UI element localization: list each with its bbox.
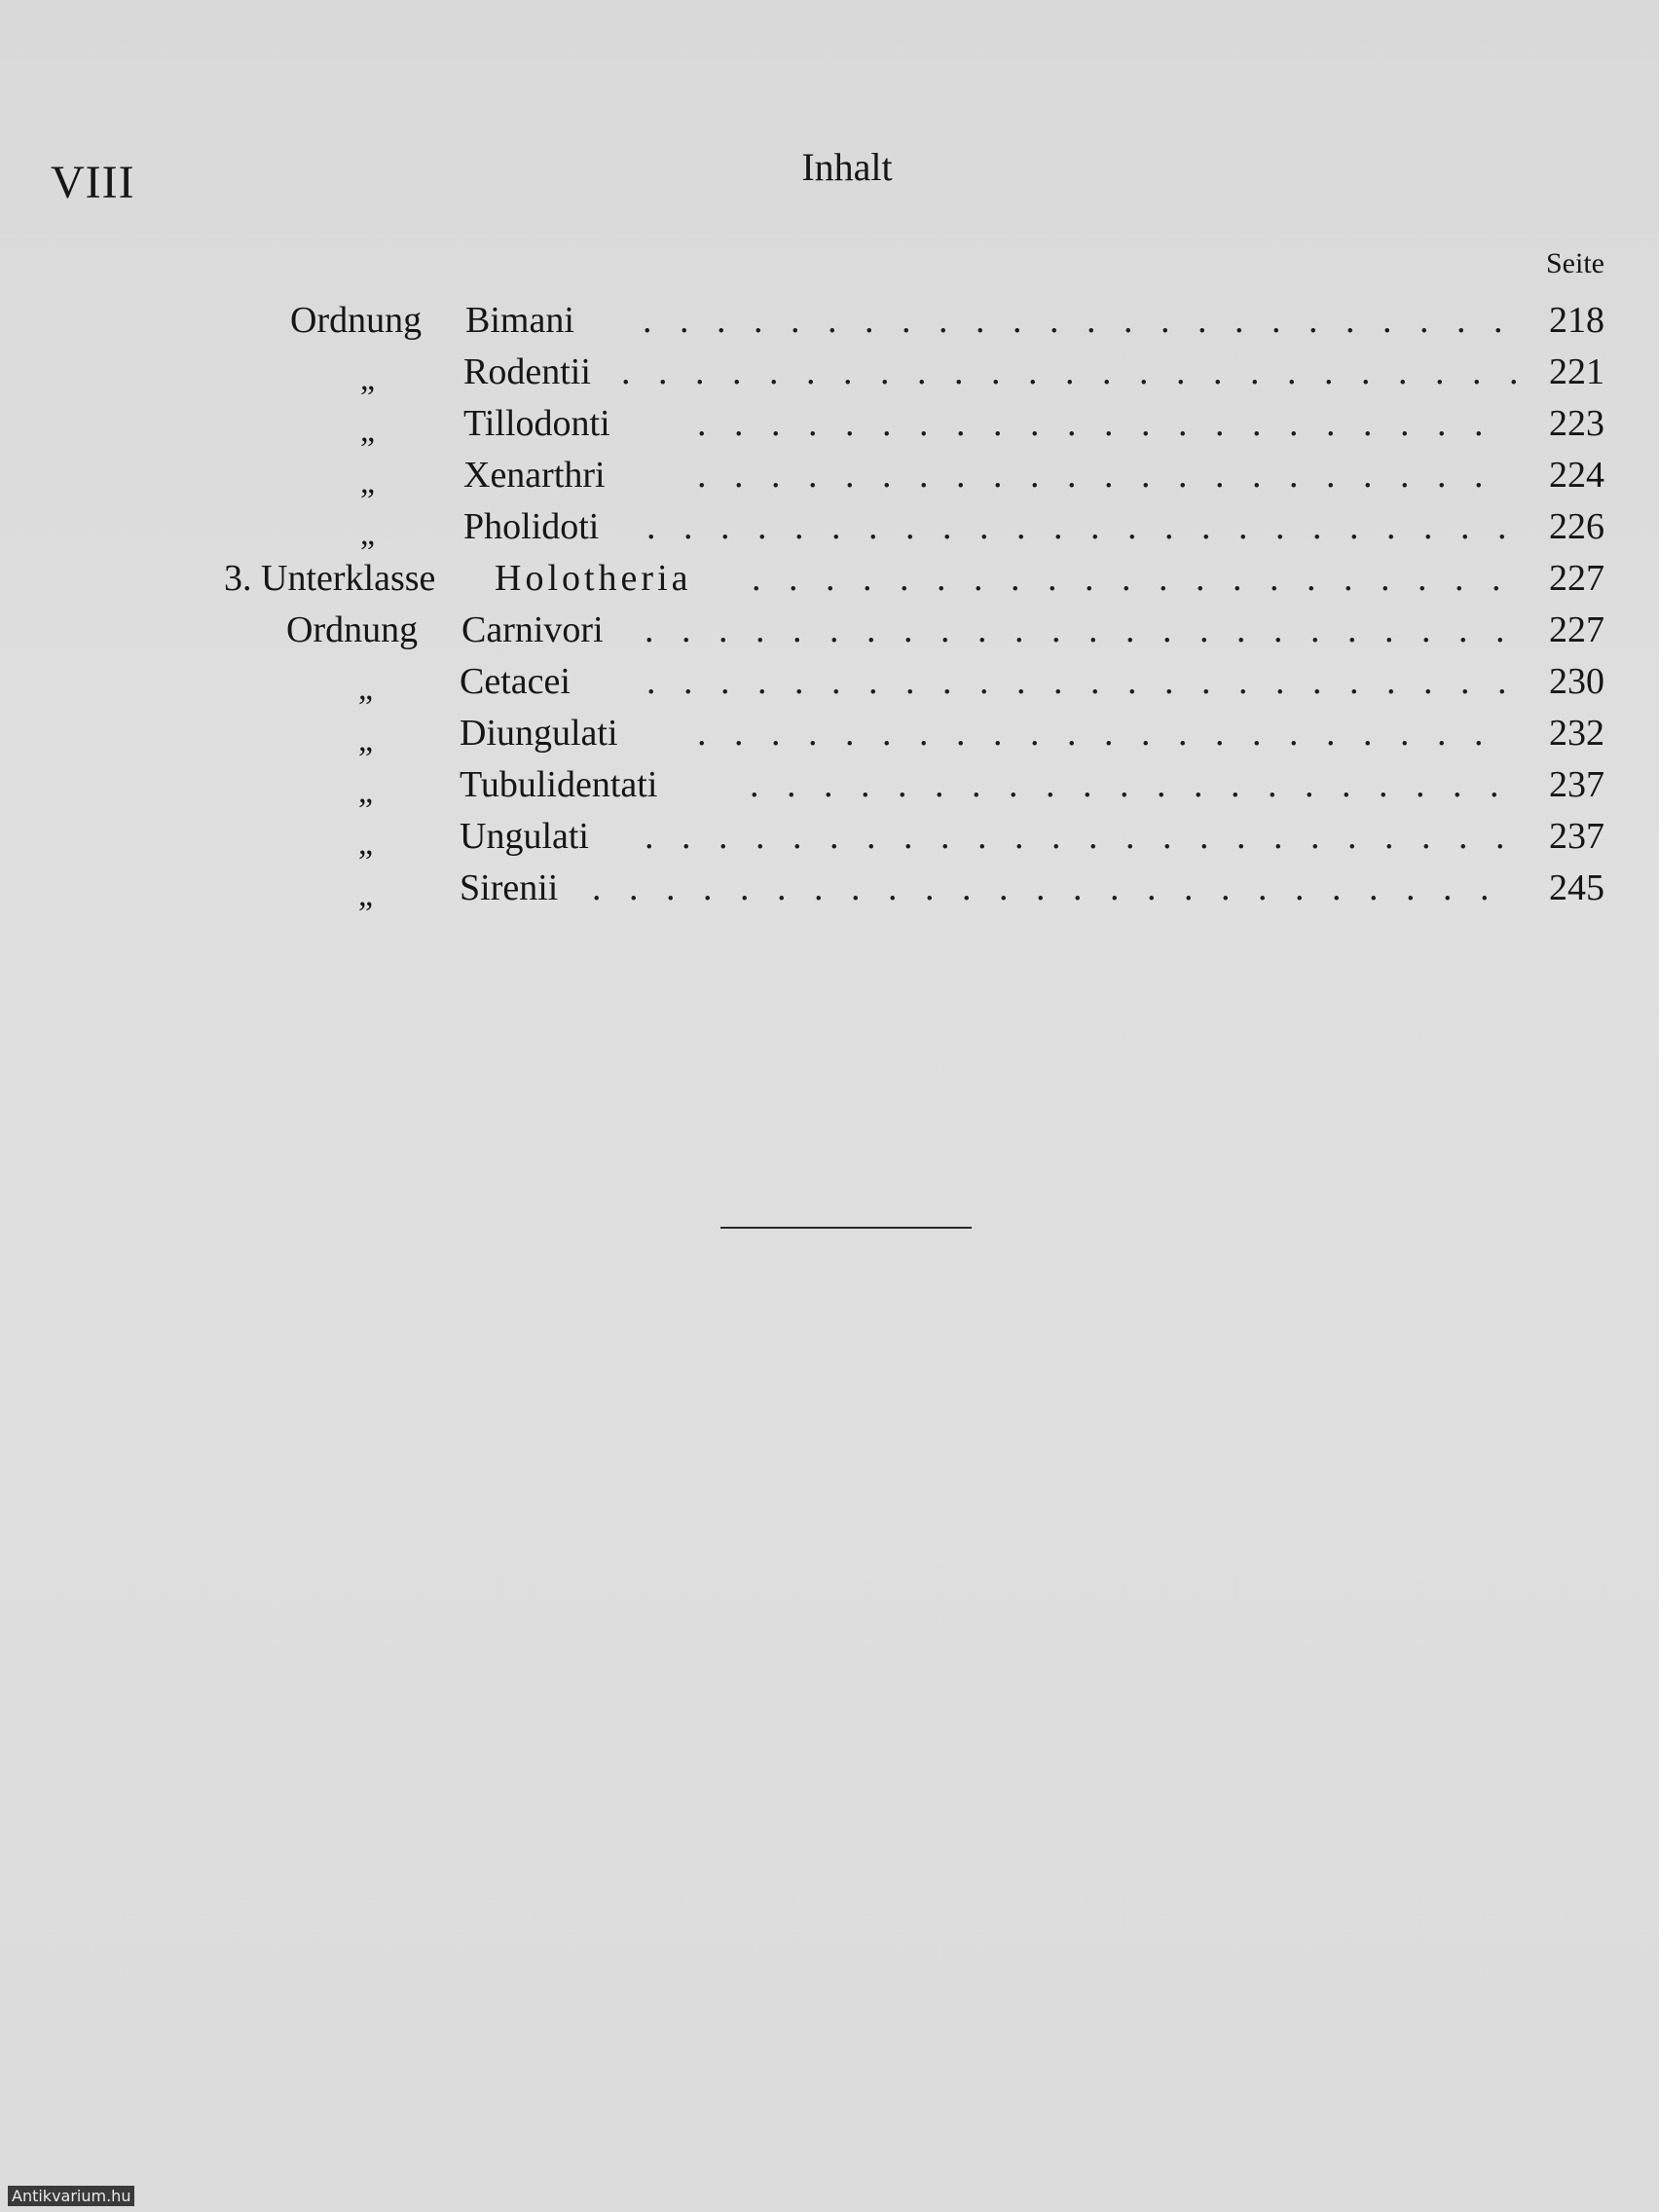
toc-entry [0,346,1659,398]
toc-entry [0,397,1659,450]
toc-entry [0,500,1659,553]
ditto-mark: „ [358,826,374,862]
entry-name: Xenarthri [463,455,606,496]
entry-name: Sirenii [460,867,559,908]
entry-name: Holotheria [495,558,692,599]
toc-entry [0,862,1659,914]
toc-entry [0,758,1659,811]
leader-dots: . . . . . . . . . . . . . . . . . . . . . [752,558,1501,599]
leader-dots: . . . . . . . . . . . . . . . . . . . . . . . . [646,506,1507,547]
entry-prefix: Ordnung [290,300,423,341]
entry-page: 237 [1549,764,1604,805]
leader-dots: . . . . . . . . . . . . . . . . . . . . . . . . [646,661,1507,702]
entry-name: Tillodonti [463,403,610,444]
page-column-label: Seite [1546,247,1604,279]
toc-entry [0,294,1659,347]
leader-dots: . . . . . . . . . . . . . . . . . . . . . . . . [645,816,1505,857]
toc-entry [0,810,1659,863]
entry-name: Pholidoti [463,506,600,547]
toc-entry [0,707,1659,759]
entry-page: 232 [1549,713,1604,754]
entry-page: 223 [1549,403,1604,444]
leader-dots: . . . . . . . . . . . . . . . . . . . . . . [697,455,1484,496]
entry-name: Rodentii [463,351,591,392]
entry-prefix: 3. Unterklasse [224,558,436,599]
entry-name: Cetacei [460,661,571,702]
ditto-mark: „ [358,877,374,913]
entry-name: Bimani [465,300,574,341]
ditto-mark: „ [358,671,374,707]
leader-dots: . . . . . . . . . . . . . . . . . . . . . . [697,713,1484,754]
entry-page: 218 [1549,300,1604,341]
entry-page: 227 [1549,609,1604,650]
entry-page: 237 [1549,816,1604,857]
page-number-roman: VIII [51,157,135,208]
entry-page: 221 [1549,351,1604,392]
leader-dots: . . . . . . . . . . . . . . . . . . . . . [750,764,1499,805]
ditto-mark: „ [360,413,376,449]
entry-name: Tubulidentati [460,764,658,805]
entry-page: 227 [1549,558,1604,599]
entry-page: 224 [1549,455,1604,496]
leader-dots: . . . . . . . . . . . . . . . . . . . . . . . . [645,609,1505,650]
ditto-mark: „ [358,722,374,758]
entry-page: 245 [1549,867,1604,908]
toc-entry [0,552,1659,605]
entry-name: Diungulati [460,713,618,754]
leader-dots: . . . . . . . . . . . . . . . . . . . . . . . . [643,300,1503,341]
ditto-mark: „ [360,464,376,500]
section-divider [720,1227,972,1229]
watermark-label: Antikvarium.hu [8,2186,134,2206]
entry-name: Carnivori [461,609,604,650]
leader-dots: . . . . . . . . . . . . . . . . . . . . . . . . . [621,351,1519,392]
page-title: Inhalt [801,145,893,189]
toc-entry [0,604,1659,656]
entry-name: Ungulati [460,816,589,857]
leader-dots: . . . . . . . . . . . . . . . . . . . . . . [697,403,1484,444]
toc-entry [0,655,1659,708]
leader-dots: . . . . . . . . . . . . . . . . . . . . . . . . . [592,867,1490,908]
entry-page: 226 [1549,506,1604,547]
ditto-mark: „ [358,774,374,810]
entry-page: 230 [1549,661,1604,702]
entry-prefix: Ordnung [286,609,419,650]
toc-entry [0,449,1659,501]
ditto-mark: „ [360,361,376,397]
ditto-mark: „ [360,516,376,552]
